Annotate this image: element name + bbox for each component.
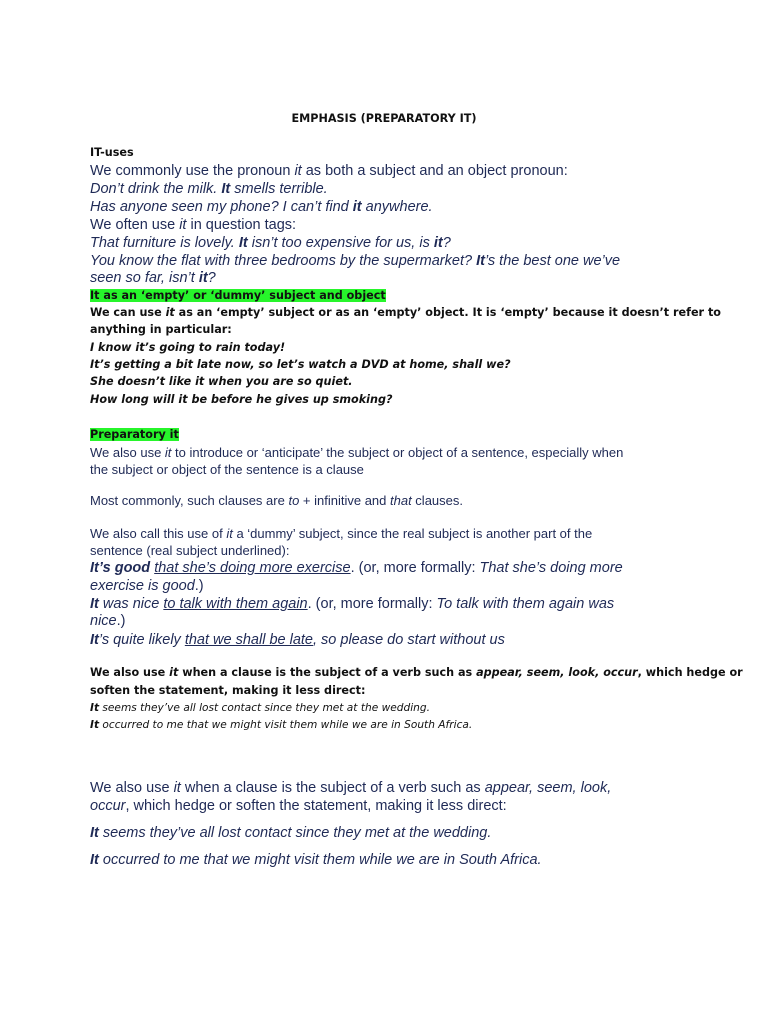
section-heading-preparatory-it: Preparatory it — [90, 428, 179, 441]
example-line: How long will it be before he gives up smoking? — [90, 393, 393, 406]
example-line: Don’t drink the milk. It smells terrible. — [90, 181, 328, 197]
example-line: Has anyone seen my phone? I can’t find it anywhere. — [90, 199, 433, 215]
example-line: It’s getting a bit late now, so let’s watch a DVD at home, shall we? — [90, 358, 511, 371]
example-line: That furniture is lovely. It isn’t too expensive for us, is it? — [90, 235, 451, 251]
example-line: nice.) — [90, 613, 126, 629]
example-line: It seems they’ve all lost contact since they met at the wedding. — [90, 825, 492, 841]
example-line: It occurred to me that we might visit them while we are in South Africa. — [90, 852, 542, 868]
example-line: It’s quite likely that we shall be late, so please do start without us — [90, 632, 505, 648]
page-title: EMPHASIS (PREPARATORY IT) — [291, 112, 477, 125]
section-heading-empty-subject: It as an ‘empty’ or ‘dummy’ subject and object — [90, 289, 386, 302]
example-line: I know it’s going to rain today! — [90, 341, 286, 354]
paragraph-line: sentence (real subject underlined): — [90, 543, 290, 558]
example-line: seen so far, isn’t it? — [90, 270, 216, 286]
paragraph-line: the subject or object of the sentence is a clause — [90, 462, 364, 477]
example-line: You know the flat with three bedrooms by the supermarket? It’s the best one we’ve — [90, 253, 621, 269]
paragraph-line: soften the statement, making it less direct: — [90, 684, 366, 697]
paragraph-line: We can use it as an ‘empty’ subject or as an ‘empty’ object. It is ‘empty’ because it doesn’t refer to — [90, 306, 721, 319]
example-line: It was nice to talk with them again. (or, more formally: To talk with them again was — [90, 596, 615, 612]
paragraph-line: We also call this use of it a ‘dummy’ subject, since the real subject is another part of the — [90, 526, 593, 541]
paragraph-line: We also use it when a clause is the subject of a verb such as appear, seem, look, — [90, 780, 612, 796]
example-line: It occurred to me that we might visit them while we are in South Africa. — [90, 719, 473, 731]
paragraph-line: anything in particular: — [90, 323, 232, 336]
example-line: It seems they’ve all lost contact since they met at the wedding. — [90, 702, 430, 714]
section-heading-it-uses: IT-uses — [90, 146, 134, 159]
paragraph-line: We often use it in question tags: — [90, 217, 297, 233]
paragraph-line: We commonly use the pronoun it as both a subject and an object pronoun: — [90, 163, 568, 179]
paragraph-line: Most commonly, such clauses are to + infinitive and that clauses. — [90, 493, 463, 508]
example-line: It’s good that she’s doing more exercise. (or, more formally: That she’s doing more — [90, 560, 623, 576]
paragraph-line: occur, which hedge or soften the statement, making it less direct: — [90, 798, 507, 814]
paragraph-line: We also use it to introduce or ‘anticipate’ the subject or object of a sentence, especially when — [90, 445, 624, 460]
paragraph-line: We also use it when a clause is the subject of a verb such as appear, seem, look, occur, which hedge or — [90, 666, 743, 679]
example-line: exercise is good.) — [90, 578, 204, 594]
example-line: She doesn’t like it when you are so quiet. — [90, 375, 353, 388]
